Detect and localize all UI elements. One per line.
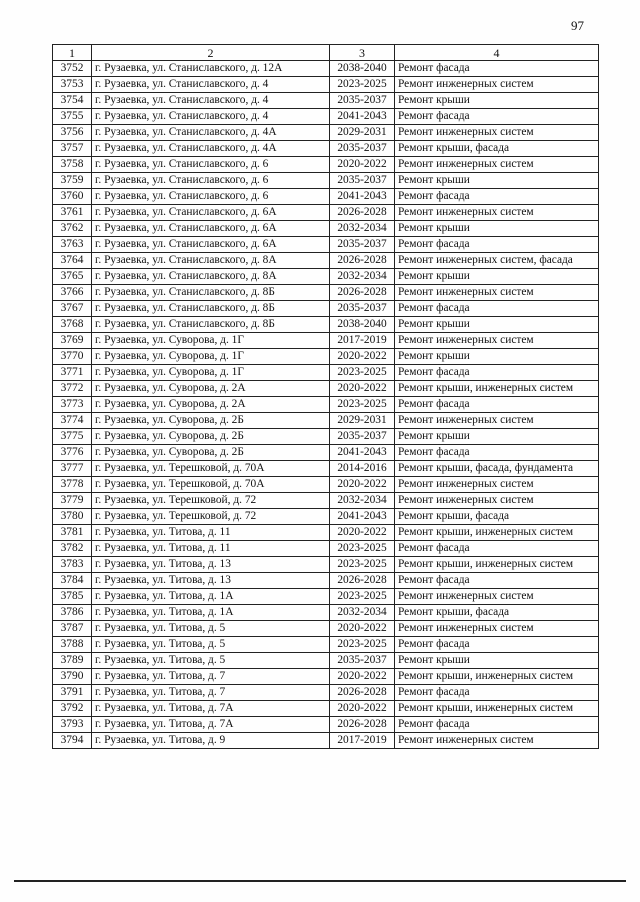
row-period: 2023-2025 — [330, 77, 395, 93]
row-number: 3771 — [53, 365, 92, 381]
table-row — [53, 397, 599, 413]
row-address: г. Рузаевка, ул. Титова, д. 11 — [92, 541, 330, 557]
row-period: 2035-2037 — [330, 653, 395, 669]
row-work-type: Ремонт крыши, фасада — [395, 605, 599, 621]
page-number: 97 — [571, 18, 584, 33]
row-address: г. Рузаевка, ул. Суворова, д. 1Г — [92, 333, 330, 349]
table-row — [53, 573, 599, 589]
row-period: 2032-2034 — [330, 605, 395, 621]
row-work-type: Ремонт инженерных систем — [395, 413, 599, 429]
row-number: 3772 — [53, 381, 92, 397]
row-number: 3783 — [53, 557, 92, 573]
row-number: 3755 — [53, 109, 92, 125]
row-period: 2020-2022 — [330, 701, 395, 717]
table-row — [53, 349, 599, 365]
row-address: г. Рузаевка, ул. Титова, д. 1А — [92, 589, 330, 605]
row-number: 3778 — [53, 477, 92, 493]
row-work-type: Ремонт крыши, инженерных систем — [395, 381, 599, 397]
row-address: г. Рузаевка, ул. Терешковой, д. 70А — [92, 461, 330, 477]
row-number: 3754 — [53, 93, 92, 109]
row-period: 2023-2025 — [330, 557, 395, 573]
row-work-type: Ремонт инженерных систем — [395, 493, 599, 509]
table-row — [53, 221, 599, 237]
row-address: г. Рузаевка, ул. Титова, д. 13 — [92, 573, 330, 589]
row-period: 2029-2031 — [330, 125, 395, 141]
row-work-type: Ремонт фасада — [395, 637, 599, 653]
row-number: 3791 — [53, 685, 92, 701]
row-work-type: Ремонт крыши — [395, 173, 599, 189]
row-address: г. Рузаевка, ул. Станиславского, д. 4 — [92, 93, 330, 109]
row-number: 3769 — [53, 333, 92, 349]
table-row — [53, 333, 599, 349]
row-number: 3779 — [53, 493, 92, 509]
row-work-type: Ремонт крыши, инженерных систем — [395, 525, 599, 541]
row-number: 3794 — [53, 733, 92, 749]
table-row — [53, 525, 599, 541]
column-header-period: 3 — [330, 45, 395, 61]
table-row — [53, 237, 599, 253]
row-address: г. Рузаевка, ул. Титова, д. 5 — [92, 653, 330, 669]
row-period: 2032-2034 — [330, 221, 395, 237]
row-period: 2023-2025 — [330, 541, 395, 557]
row-period: 2038-2040 — [330, 61, 395, 77]
table-row — [53, 125, 599, 141]
row-address: г. Рузаевка, ул. Титова, д. 1А — [92, 605, 330, 621]
row-period: 2041-2043 — [330, 445, 395, 461]
row-address: г. Рузаевка, ул. Станиславского, д. 8Б — [92, 301, 330, 317]
row-work-type: Ремонт фасада — [395, 365, 599, 381]
row-address: г. Рузаевка, ул. Титова, д. 13 — [92, 557, 330, 573]
row-work-type: Ремонт крыши — [395, 653, 599, 669]
row-work-type: Ремонт инженерных систем — [395, 333, 599, 349]
row-work-type: Ремонт инженерных систем — [395, 157, 599, 173]
row-number: 3753 — [53, 77, 92, 93]
row-period: 2038-2040 — [330, 317, 395, 333]
table-row — [53, 61, 599, 77]
row-work-type: Ремонт крыши — [395, 317, 599, 333]
table-row — [53, 413, 599, 429]
row-work-type: Ремонт крыши — [395, 269, 599, 285]
row-period: 2035-2037 — [330, 237, 395, 253]
row-period: 2035-2037 — [330, 141, 395, 157]
table-row — [53, 317, 599, 333]
table-row — [53, 733, 599, 749]
row-period: 2035-2037 — [330, 429, 395, 445]
table-row — [53, 205, 599, 221]
row-work-type: Ремонт крыши — [395, 221, 599, 237]
row-work-type: Ремонт фасада — [395, 301, 599, 317]
row-address: г. Рузаевка, ул. Станиславского, д. 4 — [92, 109, 330, 125]
row-number: 3756 — [53, 125, 92, 141]
row-number: 3785 — [53, 589, 92, 605]
row-address: г. Рузаевка, ул. Станиславского, д. 4А — [92, 141, 330, 157]
row-period: 2041-2043 — [330, 189, 395, 205]
row-number: 3777 — [53, 461, 92, 477]
row-work-type: Ремонт фасада — [395, 237, 599, 253]
row-address: г. Рузаевка, ул. Станиславского, д. 8А — [92, 269, 330, 285]
row-work-type: Ремонт фасада — [395, 61, 599, 77]
table-row — [53, 109, 599, 125]
row-address: г. Рузаевка, ул. Терешковой, д. 70А — [92, 477, 330, 493]
row-address: г. Рузаевка, ул. Титова, д. 11 — [92, 525, 330, 541]
row-work-type: Ремонт инженерных систем, фасада — [395, 253, 599, 269]
row-period: 2020-2022 — [330, 621, 395, 637]
row-number: 3788 — [53, 637, 92, 653]
row-period: 2026-2028 — [330, 285, 395, 301]
table-row — [53, 141, 599, 157]
row-period: 2035-2037 — [330, 173, 395, 189]
row-period: 2020-2022 — [330, 477, 395, 493]
row-period: 2020-2022 — [330, 525, 395, 541]
row-address: г. Рузаевка, ул. Станиславского, д. 6 — [92, 157, 330, 173]
row-period: 2020-2022 — [330, 349, 395, 365]
row-work-type: Ремонт инженерных систем — [395, 621, 599, 637]
row-address: г. Рузаевка, ул. Суворова, д. 2Б — [92, 429, 330, 445]
row-work-type: Ремонт крыши, фасада — [395, 141, 599, 157]
row-period: 2032-2034 — [330, 269, 395, 285]
row-number: 3776 — [53, 445, 92, 461]
row-number: 3775 — [53, 429, 92, 445]
row-number: 3761 — [53, 205, 92, 221]
table-row — [53, 461, 599, 477]
row-period: 2026-2028 — [330, 573, 395, 589]
row-number: 3793 — [53, 717, 92, 733]
table-header-row — [53, 45, 599, 61]
row-number: 3757 — [53, 141, 92, 157]
row-number: 3758 — [53, 157, 92, 173]
table-row — [53, 93, 599, 109]
row-period: 2026-2028 — [330, 685, 395, 701]
row-period: 2017-2019 — [330, 733, 395, 749]
row-address: г. Рузаевка, ул. Станиславского, д. 6А — [92, 237, 330, 253]
table-row — [53, 701, 599, 717]
row-work-type: Ремонт фасада — [395, 573, 599, 589]
row-period: 2032-2034 — [330, 493, 395, 509]
row-work-type: Ремонт фасада — [395, 717, 599, 733]
row-number: 3782 — [53, 541, 92, 557]
row-work-type: Ремонт крыши — [395, 429, 599, 445]
row-address: г. Рузаевка, ул. Суворова, д. 1Г — [92, 349, 330, 365]
table-row — [53, 541, 599, 557]
row-address: г. Рузаевка, ул. Станиславского, д. 8А — [92, 253, 330, 269]
row-work-type: Ремонт инженерных систем — [395, 589, 599, 605]
row-number: 3780 — [53, 509, 92, 525]
table-row — [53, 157, 599, 173]
row-work-type: Ремонт инженерных систем — [395, 77, 599, 93]
row-period: 2020-2022 — [330, 669, 395, 685]
row-period: 2023-2025 — [330, 589, 395, 605]
row-period: 2023-2025 — [330, 637, 395, 653]
table-row — [53, 557, 599, 573]
table-row — [53, 653, 599, 669]
table-row — [53, 285, 599, 301]
row-address: г. Рузаевка, ул. Титова, д. 9 — [92, 733, 330, 749]
row-address: г. Рузаевка, ул. Станиславского, д. 6А — [92, 221, 330, 237]
row-period: 2026-2028 — [330, 205, 395, 221]
row-period: 2035-2037 — [330, 301, 395, 317]
row-number: 3752 — [53, 61, 92, 77]
table-row — [53, 637, 599, 653]
row-period: 2023-2025 — [330, 365, 395, 381]
row-work-type: Ремонт инженерных систем — [395, 125, 599, 141]
row-work-type: Ремонт крыши — [395, 93, 599, 109]
row-number: 3789 — [53, 653, 92, 669]
row-number: 3763 — [53, 237, 92, 253]
row-address: г. Рузаевка, ул. Суворова, д. 1Г — [92, 365, 330, 381]
table-row — [53, 669, 599, 685]
row-address: г. Рузаевка, ул. Титова, д. 5 — [92, 621, 330, 637]
row-period: 2014-2016 — [330, 461, 395, 477]
row-number: 3768 — [53, 317, 92, 333]
table-row — [53, 77, 599, 93]
row-address: г. Рузаевка, ул. Титова, д. 5 — [92, 637, 330, 653]
row-number: 3762 — [53, 221, 92, 237]
row-address: г. Рузаевка, ул. Суворова, д. 2Б — [92, 413, 330, 429]
row-address: г. Рузаевка, ул. Станиславского, д. 4 — [92, 77, 330, 93]
row-number: 3759 — [53, 173, 92, 189]
row-address: г. Рузаевка, ул. Станиславского, д. 6 — [92, 173, 330, 189]
row-number: 3766 — [53, 285, 92, 301]
table-row — [53, 589, 599, 605]
row-address: г. Рузаевка, ул. Станиславского, д. 8Б — [92, 317, 330, 333]
row-address: г. Рузаевка, ул. Терешковой, д. 72 — [92, 493, 330, 509]
row-number: 3792 — [53, 701, 92, 717]
row-number: 3764 — [53, 253, 92, 269]
row-address: г. Рузаевка, ул. Суворова, д. 2А — [92, 381, 330, 397]
row-period: 2020-2022 — [330, 381, 395, 397]
row-work-type: Ремонт крыши, инженерных систем — [395, 669, 599, 685]
row-address: г. Рузаевка, ул. Титова, д. 7 — [92, 685, 330, 701]
table-row — [53, 189, 599, 205]
row-work-type: Ремонт фасада — [395, 109, 599, 125]
row-address: г. Рузаевка, ул. Станиславского, д. 6 — [92, 189, 330, 205]
row-work-type: Ремонт инженерных систем — [395, 205, 599, 221]
row-work-type: Ремонт крыши, фасада — [395, 509, 599, 525]
row-work-type: Ремонт инженерных систем — [395, 733, 599, 749]
row-number: 3770 — [53, 349, 92, 365]
row-period: 2041-2043 — [330, 109, 395, 125]
table-row — [53, 301, 599, 317]
row-work-type: Ремонт фасада — [395, 445, 599, 461]
table-row — [53, 477, 599, 493]
row-address: г. Рузаевка, ул. Станиславского, д. 4А — [92, 125, 330, 141]
row-address: г. Рузаевка, ул. Станиславского, д. 6А — [92, 205, 330, 221]
table-row — [53, 685, 599, 701]
table-row — [53, 605, 599, 621]
row-work-type: Ремонт фасада — [395, 685, 599, 701]
row-number: 3767 — [53, 301, 92, 317]
row-work-type: Ремонт фасада — [395, 397, 599, 413]
row-work-type: Ремонт фасада — [395, 189, 599, 205]
row-number: 3790 — [53, 669, 92, 685]
row-number: 3784 — [53, 573, 92, 589]
row-address: г. Рузаевка, ул. Титова, д. 7 — [92, 669, 330, 685]
table-row — [53, 509, 599, 525]
row-period: 2026-2028 — [330, 717, 395, 733]
table-body — [53, 61, 599, 749]
row-work-type: Ремонт крыши, инженерных систем — [395, 701, 599, 717]
row-work-type: Ремонт инженерных систем — [395, 285, 599, 301]
row-work-type: Ремонт фасада — [395, 541, 599, 557]
column-header-address: 2 — [92, 45, 330, 61]
table-row — [53, 717, 599, 733]
row-number: 3787 — [53, 621, 92, 637]
row-period: 2020-2022 — [330, 157, 395, 173]
table-row — [53, 445, 599, 461]
row-number: 3765 — [53, 269, 92, 285]
bottom-rule — [14, 880, 626, 882]
row-address: г. Рузаевка, ул. Титова, д. 7А — [92, 717, 330, 733]
row-address: г. Рузаевка, ул. Суворова, д. 2Б — [92, 445, 330, 461]
row-number: 3760 — [53, 189, 92, 205]
column-header-number: 1 — [53, 45, 92, 61]
row-address: г. Рузаевка, ул. Титова, д. 7А — [92, 701, 330, 717]
table-row — [53, 381, 599, 397]
table-row — [53, 429, 599, 445]
row-period: 2026-2028 — [330, 253, 395, 269]
table-row — [53, 621, 599, 637]
row-period: 2017-2019 — [330, 333, 395, 349]
table-row — [53, 493, 599, 509]
row-work-type: Ремонт крыши, фасада, фундамента — [395, 461, 599, 477]
repair-schedule-table — [52, 44, 599, 749]
row-work-type: Ремонт крыши — [395, 349, 599, 365]
row-address: г. Рузаевка, ул. Терешковой, д. 72 — [92, 509, 330, 525]
row-period: 2029-2031 — [330, 413, 395, 429]
row-period: 2035-2037 — [330, 93, 395, 109]
row-work-type: Ремонт инженерных систем — [395, 477, 599, 493]
row-address: г. Рузаевка, ул. Суворова, д. 2А — [92, 397, 330, 413]
row-period: 2023-2025 — [330, 397, 395, 413]
row-number: 3786 — [53, 605, 92, 621]
row-period: 2041-2043 — [330, 509, 395, 525]
row-number: 3773 — [53, 397, 92, 413]
table-row — [53, 269, 599, 285]
row-number: 3774 — [53, 413, 92, 429]
row-address: г. Рузаевка, ул. Станиславского, д. 12А — [92, 61, 330, 77]
table-row — [53, 253, 599, 269]
table-row — [53, 365, 599, 381]
row-work-type: Ремонт крыши, инженерных систем — [395, 557, 599, 573]
table-row — [53, 173, 599, 189]
row-address: г. Рузаевка, ул. Станиславского, д. 8Б — [92, 285, 330, 301]
column-header-work: 4 — [395, 45, 599, 61]
row-number: 3781 — [53, 525, 92, 541]
